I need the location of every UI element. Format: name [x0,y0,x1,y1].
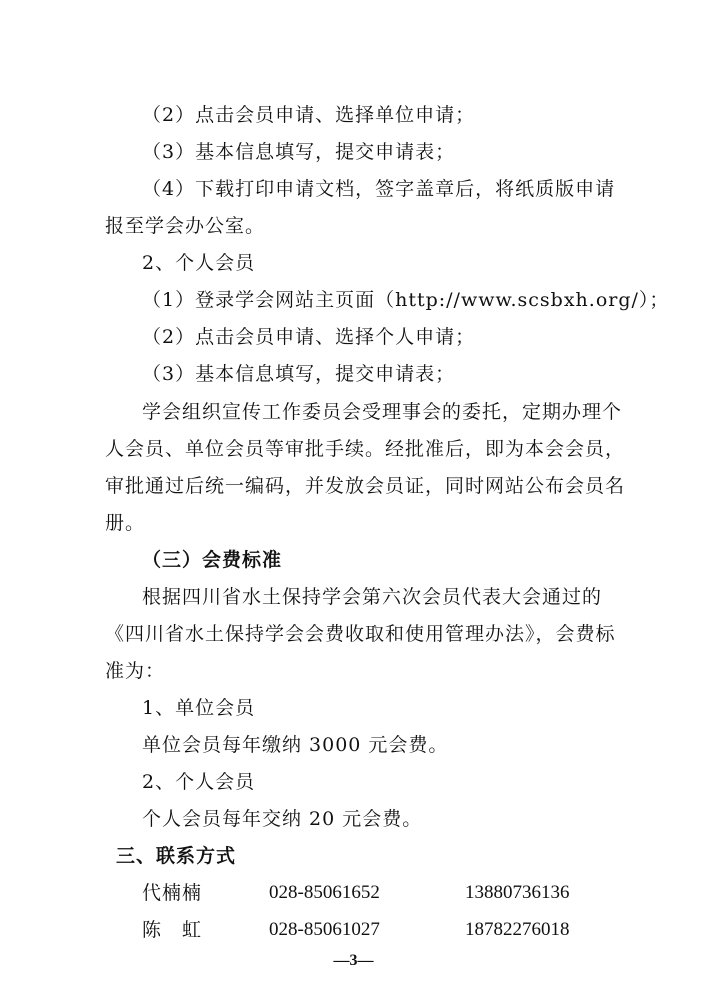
contact-mobile: 13880736136 [465,882,570,903]
paragraph-line: 《四川省水土保持学会会费收取和使用管理办法》，会费标 [105,623,616,645]
text-line: （2）点击会员申请、选择单位申请； [142,104,476,126]
paragraph-line: 准为： [105,660,166,682]
text-line: （1）登录学会网站主页面（http://www.scsbxh.org/）； [142,289,670,311]
paragraph-line: 册。 [105,512,146,534]
section-heading: 2、个人会员 [142,252,256,274]
paragraph-line: 审批通过后统一编码，并发放会员证，同时网站公布会员名 [105,475,626,497]
text-line: 单位会员每年缴纳 3000 元会费。 [142,734,449,756]
section-heading-contact: 三、联系方式 [116,845,237,867]
page-number: —3— [333,952,374,969]
subheading-unit-member: 1、单位会员 [142,697,256,719]
paragraph-line: 根据四川省水土保持学会第六次会员代表大会通过的 [142,586,603,608]
text-line: （2）点击会员申请、选择个人申请； [142,326,476,348]
contact-name: 代楠楠 [142,882,203,904]
contact-mobile: 18782276018 [465,919,570,940]
contact-phone: 028-85061027 [269,919,380,940]
text-line: （3）基本信息填写，提交申请表； [142,141,456,163]
contact-row [142,918,602,942]
text-line: 个人会员每年交纳 20 元会费。 [142,808,423,830]
text-line: （3）基本信息填写，提交申请表； [142,363,456,385]
section-heading-fee-standard: （三）会费标准 [142,549,283,571]
subheading-individual-member: 2、个人会员 [142,771,256,793]
text-line: （4）下载打印申请文档，签字盖章后，将纸质版申请 [142,178,616,200]
paragraph-line: 学会组织宣传工作委员会受理事会的委托，定期办理个 [142,401,623,423]
contact-phone: 028-85061652 [269,882,380,903]
text-line: 报至学会办公室。 [105,215,266,237]
contact-row [142,881,602,905]
paragraph-line: 人会员、单位会员等审批手续。经批准后，即为本会会员， [105,438,626,460]
contact-name: 陈 虹 [142,919,203,941]
